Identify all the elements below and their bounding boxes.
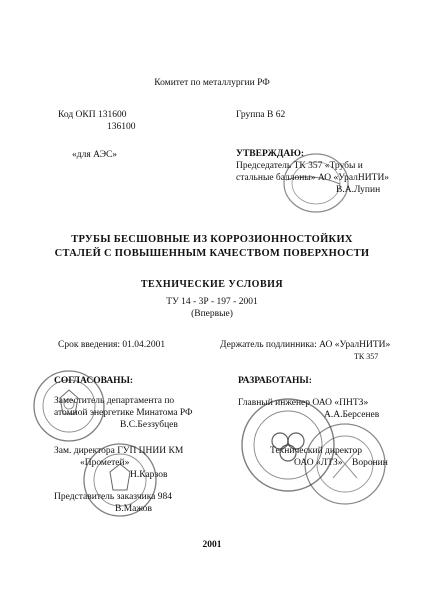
year: 2001 [202,540,222,550]
approve-signer: В.А.Лупин [336,185,381,195]
agreed-signer-3: В.Мажов [115,504,152,514]
developed-line-1: Главный инженер ОАО «ПНТЗ» [238,398,369,408]
developed-line-3: ОАО «ЛТЗ» [294,458,343,468]
developed-line-2: Технический директор [270,446,362,456]
agreed-line-3: Зам. директора ГУП ЦНИИ КМ [54,446,184,456]
tk-number: ТК 357 [354,352,379,361]
document-title-line-1: ТРУБЫ БЕСШОВНЫЕ ИЗ КОРРОЗИОННОСТОЙКИХ [71,234,353,245]
agreed-title: СОГЛАСОВАНЫ: [54,376,134,386]
institute-seal-icon [80,440,160,520]
document-title-line-2: СТАЛЕЙ С ПОВЫШЕННЫМ КАЧЕСТВОМ ПОВЕРХНОСТИ [54,248,370,259]
agreed-signer-2: Н.Карзов [130,470,168,480]
original-holder: Держатель подлинника: АО «УралНИТИ» [220,340,391,350]
tech-note: (Впервые) [191,309,233,319]
developed-signer-1: А.А.Берсенев [324,410,380,420]
agreed-line-2: атомной энергетике Минатома РФ [54,408,193,418]
committee-header: Комитет по металлургии РФ [154,78,270,88]
approval-seal-icon [280,150,352,216]
agreed-line-1: Заместитель департамента по [54,396,175,406]
agreed-line-4: «Прометей» [80,458,130,468]
tech-conditions-label: ТЕХНИЧЕСКИЕ УСЛОВИЯ [140,279,284,290]
tech-code: ТУ 14 - 3Р - 197 - 2001 [166,297,258,307]
developed-title: РАЗРАБОТАНЫ: [238,376,312,386]
okp-code-2: 136100 [107,122,136,132]
approve-title: УТВЕРЖДАЮ: [236,149,305,159]
developed-signer-2: Воронин [352,458,388,468]
okp-code: Код ОКП 131600 [58,110,127,120]
approve-line-1: Председатель ТК 357 «Трубы и [236,161,363,171]
agreed-line-5: Представитель заказчика 984 [54,492,173,502]
ltz-seal-icon [300,420,390,508]
for-npp-label: «для АЭС» [72,150,118,160]
start-date: Срок введения: 01.04.2001 [58,340,166,350]
agreed-signer-1: В.С.Беззубцев [120,420,178,430]
approve-line-2: стальные баллоны» АО «УралНИТИ» [236,173,390,183]
agreed-seal-icon [30,368,108,444]
group-code: Группа В 62 [236,110,286,120]
